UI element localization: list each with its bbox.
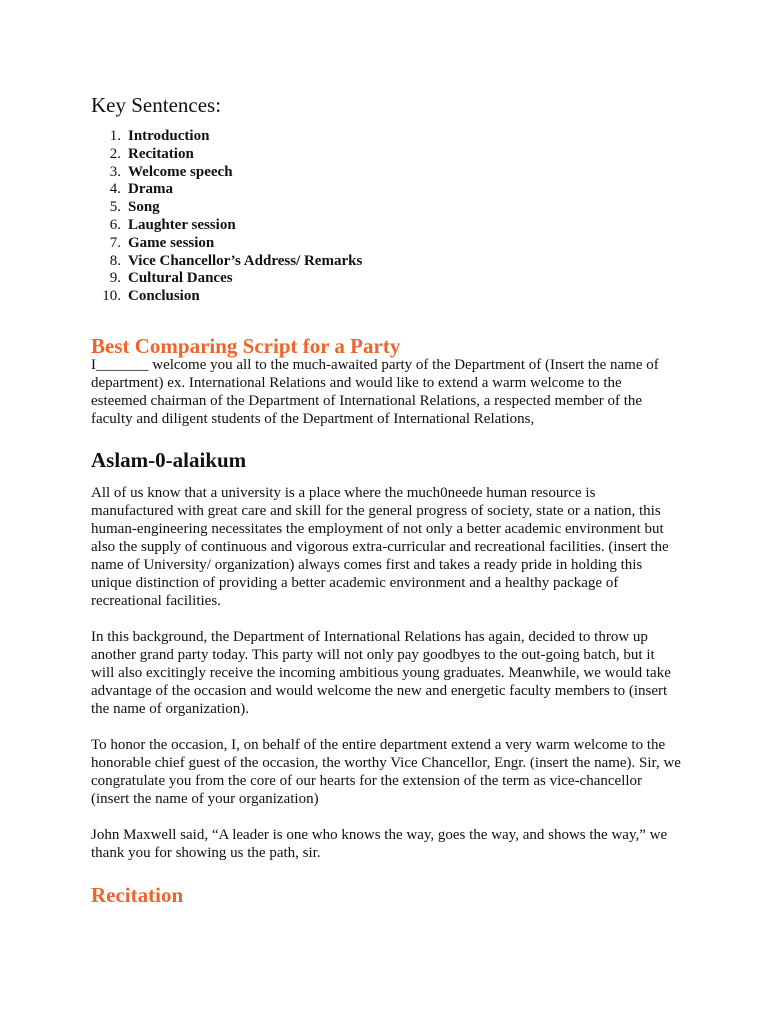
quote-paragraph: John Maxwell said, “A leader is one who knows the way, goes the way, and shows the way,” we thank you for showing us the path, sir. bbox=[91, 827, 668, 861]
recitation-heading: Recitation bbox=[91, 883, 184, 907]
key-sentences-heading: Key Sentences: bbox=[91, 93, 222, 117]
list-item: 6. Laughter session bbox=[109, 216, 236, 233]
key-sentences-list bbox=[91, 128, 362, 306]
list-item: 9. Cultural Dances bbox=[109, 270, 233, 287]
list-item: 8. Vice Chancellor’s Address/ Remarks bbox=[109, 252, 363, 269]
greeting-heading: Aslam-0-alaikum bbox=[91, 448, 247, 472]
university-paragraph: All of us know that a university is a place where the much0neede human resource is manufactured with great care and skill for the general progress of society, state or a nation, this human-engineering necessitates the employment of not only a better academic environment but also the supply of continuous and vigorous extra-curricular and recreational facilities. (insert the name of University/ organization) always comes first and takes a ready pride in holding this unique distinction of providing a better academic environment and a healthy package of recreational facilities. bbox=[91, 485, 669, 609]
list-item: 3. Welcome speech bbox=[109, 163, 233, 180]
script-heading: Best Comparing Script for a Party bbox=[91, 334, 401, 358]
list-item: 1. Introduction bbox=[109, 128, 210, 144]
list-item: 5. Song bbox=[109, 199, 160, 216]
honor-paragraph: To honor the occasion, I, on behalf of the entire department extend a very warm welcome to the honorable chief guest of the occasion, the worthy Vice Chancellor, Engr. (insert the name). Sir, we congratulate you from the core of our hearts for the extension of the term as vice-chancellor (insert the name of your organization) bbox=[91, 737, 681, 807]
list-item: 2. Recitation bbox=[109, 145, 194, 162]
intro-paragraph: I_______ welcome you all to the much-awaited party of the Department of (Insert the name of department) ex. International Relations and would like to extend a warm welcome to the esteemed chairman of the Department of International Relations, a respected member of the faculty and diligent students of the Department of International Relations, bbox=[91, 357, 659, 427]
list-item: 10. Conclusion bbox=[102, 288, 200, 305]
list-item: 7. Game session bbox=[109, 234, 215, 251]
list-item: 4. Drama bbox=[109, 181, 173, 198]
background-paragraph: In this background, the Department of International Relations has again, decided to throw up another grand party today. This party will not only pay goodbyes to the out-going batch, but it will also excitingly receive the incoming ambitious young graduates. Meanwhile, we would take advantage of the occasion and would welcome the new and energetic faculty members to (insert the name of organization). bbox=[91, 629, 671, 717]
